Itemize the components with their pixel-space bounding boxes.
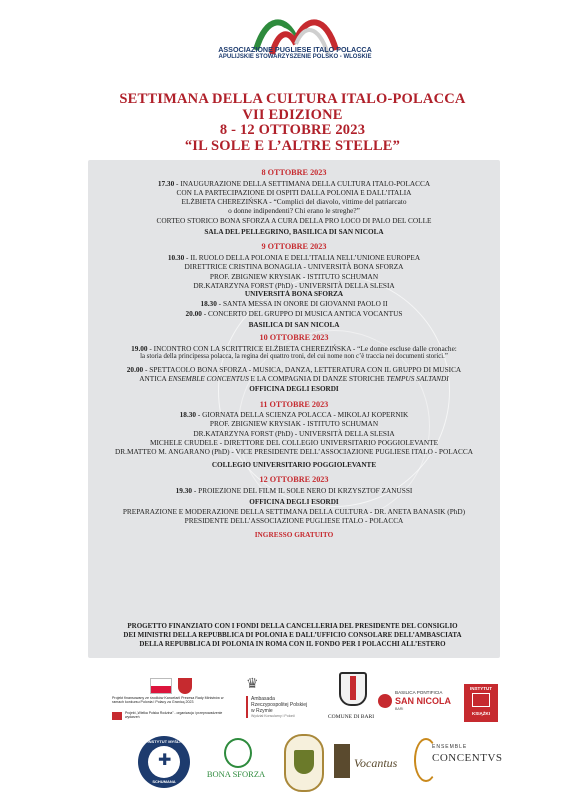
day-5-venue: OFFICINA DEGLI ESORDI: [249, 497, 339, 506]
program-line: [88, 253, 500, 262]
schuman-bottom-label: SCHUMANA: [152, 779, 176, 784]
day-1-venue: SALA DEL PELLEGRINO, BASILICA DI SAN NICOLA: [204, 228, 384, 237]
concentus-top-label: ENSEMBLE: [432, 744, 468, 750]
program-line: [88, 374, 500, 383]
bona-label: BONA SFORZA: [206, 769, 266, 779]
text: - SPETTACOLO BONA SFORZA - MUSICA, DANZA, LETTERATURA CON IL GRUPPO DI MUSICA: [143, 364, 462, 374]
schuman-inner: [148, 746, 180, 778]
program-line: PRESIDENTE DELL’ASSOCIAZIONE PUGLIESE ITALO - POLACCA: [184, 516, 404, 526]
cross-icon: ✚: [158, 752, 172, 769]
program-line: o donne indipendenti? Chi erano le streghe?”: [228, 206, 360, 216]
vocantus-logo: [334, 740, 410, 784]
funding-line: DEI MINISTRI DELLA REPUBBLICA DI POLONIA E DALL’UFFICIO CONSOLARE DELL’AMBASCIATA: [123, 630, 462, 639]
program-line: DIRETTRICE CRISTINA BONAGLIA - UNIVERSITÀ BONA SFORZA: [184, 262, 404, 272]
funding-line: DELLA REPUBBLICA DI POLONIA IN ROMA CON IL FONDO PER I POLACCHI ALL’ESTERO: [139, 639, 446, 648]
program-line: CORTEO STORICO BONA SFORZA A CURA DELLA PRO LOCO DI PALO DEL COLLE: [156, 215, 432, 225]
time: 17.30: [157, 178, 175, 188]
day-4-venue: COLLEGIO UNIVERSITARIO POGGIOLEVANTE: [211, 460, 377, 469]
time: 10.30: [167, 252, 185, 262]
program-line: DR.MATTEO M. ANGARANO (PhD) - VICE PRESIDENTE DELL’ASSOCIAZIONE PUGLIESE ITALO - POLACCA: [115, 447, 473, 457]
pro-loco-emblem: [284, 734, 324, 792]
text: - SANTA MESSA IN ONORE DI GIOVANNI PAOLO II: [216, 299, 388, 309]
instytut-ksiazki-logo: [464, 684, 498, 722]
polish-flag-icon: [150, 678, 172, 694]
ksiazki-label: KSIĄŻKI: [472, 711, 490, 716]
program-line: PROF. ZBIGNIEW KRYSIAK - ISTITUTO SCHUMAN: [209, 419, 379, 429]
program-line: DR.KATARZYNA FORST (PhD) - UNIVERSITÀ DELLA SLESIA: [193, 428, 395, 438]
flag-swoosh-icon: [236, 10, 356, 70]
day-1-date: 8 OTTOBRE 2023: [261, 168, 327, 177]
funding-line: PROGETTO FINANZIATO CON I FONDI DELLA CANCELLERIA DEL PRESIDENTE DEL CONSIGLIO: [127, 622, 458, 630]
program-line: [88, 365, 500, 374]
association-name-pl: APULIJSKIE STOWARZYSZENIE POLSKO - WLOSKIE: [218, 53, 372, 60]
embassy-line: Wydział Konsularny i Polonii: [251, 714, 295, 718]
program-line: MICHELE CRUDELE - DIRETTORE DEL COLLEGIO UNIVERSITARIO POGGIOLEVANTE: [149, 438, 439, 448]
program-line: [88, 309, 500, 318]
instytut-label: INSTYTUT: [470, 686, 492, 691]
kprm-logo: [112, 678, 232, 724]
program-line: [88, 179, 500, 188]
eagle-emblem-icon: [178, 678, 192, 694]
eagle-icon: ♛: [246, 677, 259, 692]
time: 18.30: [200, 299, 217, 309]
ensemble-name: ENSEMBLE CONCENTUS: [168, 374, 249, 384]
dance-company-name: TEMPUS SALTANDI: [386, 374, 449, 384]
kprm-project-text: Projekt „Wielka Polska Rodzina” - organizacja i przeprowadzenie wydarzeń: [125, 711, 223, 719]
event-title: SETTIMANA DELLA CULTURA ITALO-POLACCA: [119, 91, 466, 107]
instytut-schumana-logo: [138, 736, 190, 788]
day-4-date: 11 OTTOBRE 2023: [259, 399, 329, 409]
text: - INCONTRO CON LA SCRITTRICE ELŻBIETA CHEREZIŃSKA - “Le donne escluse dalle cronache:: [147, 343, 457, 353]
time: 19.30: [175, 485, 193, 495]
day-2-venue-1: UNIVERSITÀ BONA SFORZA: [244, 290, 344, 299]
concentus-label: CONCENTVS: [432, 752, 503, 764]
program-line: PROF. ZBIGNIEW KRYSIAK - ISTITUTO SCHUMAN: [209, 271, 379, 281]
program-line: PREPARAZIONE E MODERAZIONE DELLA SETTIMANA DELLA CULTURA - DR. ANETA BANASIK (PhD): [122, 507, 466, 517]
day-3-date: 10 OTTOBRE 2023: [259, 333, 329, 343]
program-line: [88, 299, 500, 308]
funding-statement: [0, 622, 585, 649]
association-name-it: ASSOCIAZIONE PUGLIESE ITALO POLACCA: [218, 45, 372, 54]
schuman-top-label: INSTYTUT MYŚLI: [147, 739, 181, 744]
text: ANTICA: [139, 374, 169, 384]
embassy-text: [246, 696, 327, 718]
text: - IL RUOLO DELLA POLONIA E DELL’ITALIA NELL’UNIONE EUROPEA: [184, 252, 421, 262]
event-dates: 8 - 12 OTTOBRE 2023: [219, 122, 366, 139]
text: - PROIEZIONE DEL FILM IL SOLE NERO DI KRZYSZTOF ZANUSSI: [192, 485, 413, 495]
program-line: [88, 486, 500, 495]
event-motto: “IL SOLE E L’ALTRE STELLE”: [184, 137, 401, 154]
day-3-venue: OFFICINA DEGLI ESORDI: [249, 385, 339, 394]
time: 20.00: [126, 364, 144, 374]
program: [88, 165, 500, 539]
program-line: CON LA PARTECIPAZIONE DI OSPITI DALLA POLONIA E DALL’ITALIA: [176, 187, 412, 197]
time: 20.00: [185, 308, 202, 318]
time: 18.30: [179, 410, 197, 420]
embassy-line: Rzeczypospolitej Polskiej: [251, 702, 308, 708]
comune-bari-logo: [326, 672, 376, 728]
basilica-emblem-icon: [378, 694, 392, 708]
comune-text: COMUNE DI BARI: [327, 714, 375, 720]
program-line: DR.KATARZYNA FORST (PhD) - UNIVERSITÀ DELLA SLESIA: [193, 280, 395, 290]
text: - CONCERTO DEL GRUPPO DI MUSICA ANTICA VOCANTUS: [201, 308, 403, 318]
time: 19.00: [131, 343, 148, 353]
day-2-date: 9 OTTOBRE 2023: [261, 242, 327, 252]
bona-emblem-icon: [224, 738, 252, 768]
program-line: [88, 410, 500, 419]
ensemble-concentus-logo: [414, 736, 503, 784]
program-line: [88, 344, 500, 353]
day-5-date: 12 OTTOBRE 2023: [259, 475, 329, 485]
free-entry: INGRESSO GRATUITO: [254, 529, 334, 539]
text: E LA COMPAGNIA DI DANZE STORICHE: [248, 374, 387, 384]
shield-icon: [294, 750, 314, 774]
bona-sforza-logo: [204, 738, 268, 784]
program-line: ELŻBIETA CHEREZIŃSKA - “Complici del diavolo, vittime del patriarcato: [181, 197, 407, 207]
day-2-venue-2: BASILICA DI SAN NICOLA: [248, 321, 340, 330]
kprm-text: Projekt finansowany ze środków Kancelarii Prezesa Rady Ministrów w ramach konkursu Polonia i Polacy za Granicą 2023: [112, 696, 224, 705]
basilica-name: SAN NICOLA: [395, 696, 451, 706]
basilica-label: BASILICA PONTIFICIA: [395, 690, 443, 695]
embassy-line: w Rzymie: [251, 708, 273, 714]
embassy-logo: [244, 676, 322, 728]
vocantus-emblem-icon: [334, 744, 350, 778]
edition: VII EDIZIONE: [242, 106, 343, 123]
event-title-block: [0, 92, 585, 155]
basilica-logo: [378, 690, 454, 724]
embassy-line: Ambasada: [251, 696, 275, 702]
vocantus-label: Vocantus: [354, 756, 398, 770]
wpr-logo-icon: [112, 712, 122, 720]
book-icon: [472, 693, 490, 707]
program-line: la storia della principessa polacca, la regina dei quattro troni, del cui nome non c’è traccia nei documenti storici.”: [140, 353, 448, 361]
coat-of-arms-icon: [339, 672, 367, 706]
basilica-city: BARI: [395, 707, 404, 711]
association-name: [210, 46, 380, 60]
text: - GIORNATA DELLA SCIENZA POLACCA - MIKOLAJ KOPERNIK: [196, 410, 409, 420]
text: - INAUGURAZIONE DELLA SETTIMANA DELLA CULTURA ITALO-POLACCA: [174, 178, 431, 188]
